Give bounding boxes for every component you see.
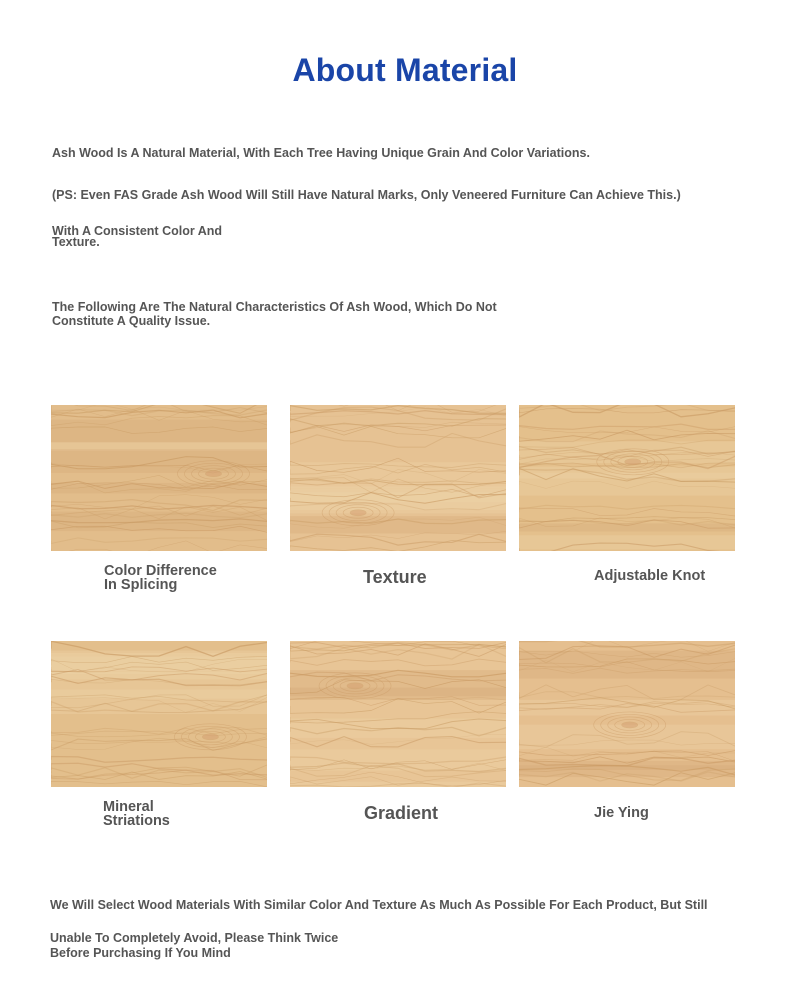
wood-band xyxy=(519,523,735,531)
page-title: About Material xyxy=(292,52,518,88)
sample-caption: Texture xyxy=(363,567,427,587)
sample-caption: Jie Ying xyxy=(594,805,649,821)
wood-grain-texture xyxy=(290,641,506,787)
wood-band xyxy=(51,449,267,473)
footer-note: We Will Select Wood Materials With Similar Color And Texture As Much As Possible For Each Product, But Still xyxy=(50,898,708,912)
wood-grain-texture xyxy=(519,641,735,787)
wood-band xyxy=(290,749,506,770)
sample-caption: Color Difference In Splicing xyxy=(104,563,217,593)
wood-band xyxy=(519,535,735,549)
wood-sample-image xyxy=(51,641,267,787)
wood-sample-image xyxy=(290,405,506,551)
wood-grain-texture xyxy=(519,405,735,551)
wood-sample-image xyxy=(290,641,506,787)
sample-caption: Gradient xyxy=(364,803,439,823)
intro-paragraph: Ash Wood Is A Natural Material, With Each Tree Having Unique Grain And Color Variations. xyxy=(52,146,590,160)
grain-knot xyxy=(202,734,218,740)
grain-knot xyxy=(350,510,366,516)
wood-band xyxy=(519,725,735,750)
sample-caption: Mineral Striations xyxy=(103,799,170,829)
consistency-paragraph: With A Consistent Color And Texture. xyxy=(52,224,223,249)
sample-caption: Adjustable Knot xyxy=(594,568,706,584)
note-paragraph: (PS: Even FAS Grade Ash Wood Will Still Have Natural Marks, Only Veneered Furniture Can Achieve This.) xyxy=(52,188,681,202)
grain-knot xyxy=(622,722,638,728)
characteristics-paragraph: The Following Are The Natural Characteristics Of Ash Wood, Which Do Not Constitute A Quality Issue. xyxy=(52,300,497,328)
grain-knot xyxy=(625,459,641,465)
wood-sample-image xyxy=(519,405,735,551)
wood-sample-image xyxy=(51,405,267,551)
wood-grain-texture xyxy=(51,641,267,787)
wood-sample-image xyxy=(519,641,735,787)
grain-knot xyxy=(347,683,363,689)
wood-grain-texture xyxy=(290,405,506,551)
footer-note: Unable To Completely Avoid, Please Think Twice Before Purchasing If You Mind xyxy=(50,931,339,960)
wood-band xyxy=(519,467,735,479)
grain-knot xyxy=(205,471,221,477)
wood-grain-texture xyxy=(51,405,267,551)
